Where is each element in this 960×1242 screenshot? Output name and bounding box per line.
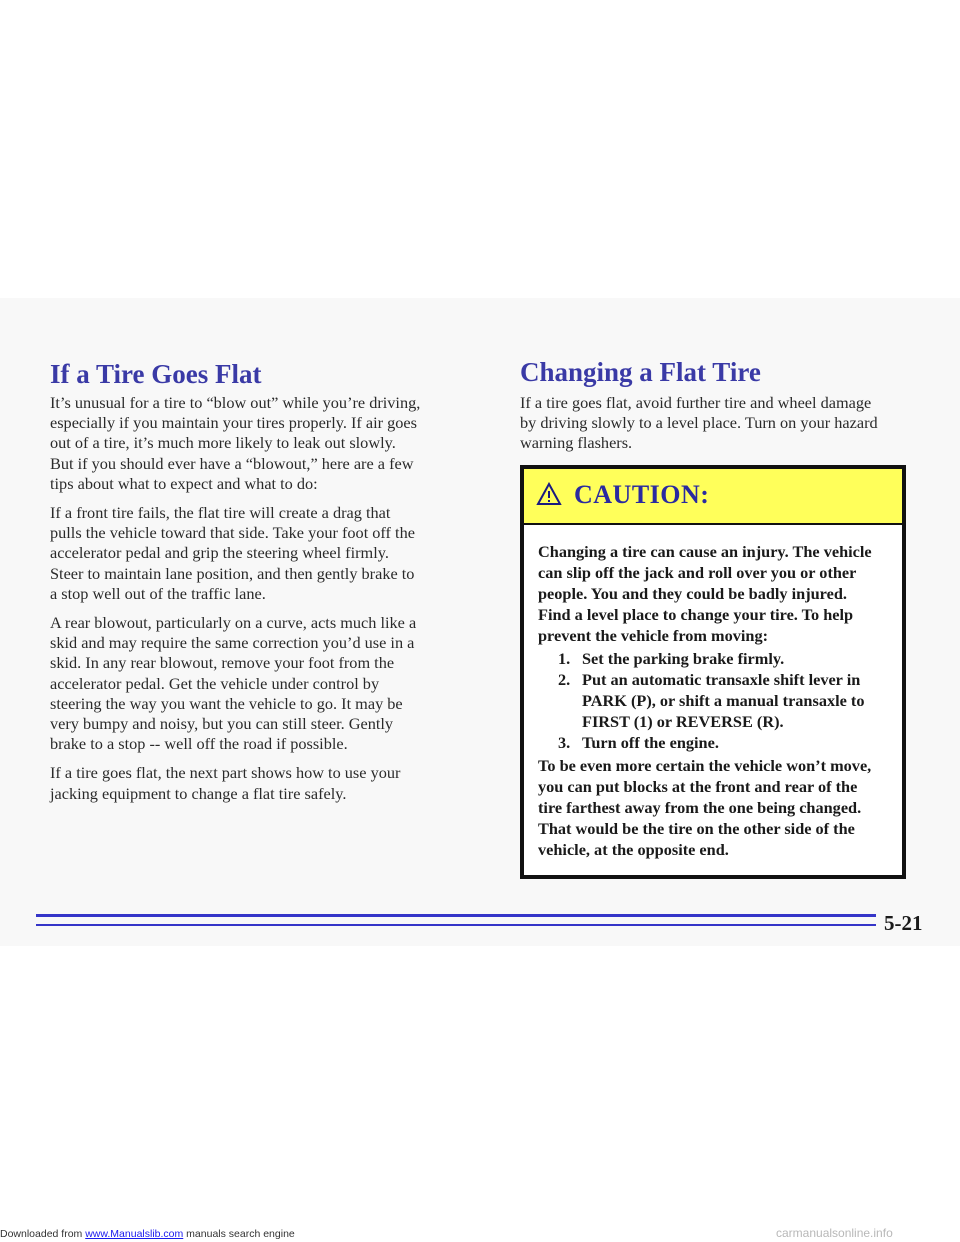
text-line: brake to a stop -- well off the road if possible.: [50, 734, 348, 754]
caution-steps-list: [538, 648, 892, 753]
paragraph: [50, 613, 420, 754]
text-line: accelerator pedal. Get the vehicle under control by: [50, 673, 380, 693]
section-heading-changing-tire: Changing a Flat Tire: [520, 357, 761, 387]
text-line: FIRST (1) or REVERSE (R).: [582, 712, 784, 731]
text-line: Find a level place to change your tire. To help: [538, 605, 854, 624]
text-line: people. You and they could be badly injured.: [538, 584, 847, 603]
text-line: out of a tire, it’s much more likely to leak out slowly.: [50, 433, 396, 453]
paragraph: [50, 503, 420, 604]
right-column-text: [520, 393, 878, 463]
text-line: If a tire goes flat, the next part shows how to use your: [50, 763, 401, 783]
text-line: A rear blowout, particularly on a curve, acts much like a: [50, 613, 417, 633]
text-line: PARK (P), or shift a manual transaxle to: [582, 691, 865, 710]
text-line: vehicle, at the opposite end.: [538, 840, 729, 859]
caution-box: [520, 465, 906, 879]
text-line: If a tire goes flat, avoid further tire and wheel damage: [520, 393, 872, 412]
text-line: tire farthest away from the one being changed.: [538, 798, 862, 817]
text-line: a stop well out of the traffic lane.: [50, 583, 266, 603]
text-line: Turn off the engine.: [582, 733, 719, 752]
text-line: especially if you maintain your tires properly. If air goes: [50, 413, 417, 433]
left-column-text: [50, 393, 420, 813]
text-line: If a front tire fails, the flat tire will create a drag that: [50, 503, 391, 523]
text-line: Set the parking brake firmly.: [582, 649, 785, 668]
text-line: Put an automatic transaxle shift lever in: [582, 670, 861, 689]
text-line: steering the way you want the vehicle to go. It may be: [50, 693, 403, 713]
footer-prefix: Downloaded from: [0, 1228, 86, 1240]
list-item: [538, 669, 892, 732]
text-line: tips about what to expect and what to do:: [50, 473, 318, 493]
text-line: But if you should ever have a “blowout,” here are a few: [50, 453, 414, 473]
text-line: warning flashers.: [520, 433, 633, 453]
text-line: skid. In any rear blowout, remove your foot from the: [50, 653, 395, 673]
text-line: skid and may require the same correction you’d use in a: [50, 633, 415, 653]
text-line: by driving slowly to a level place. Turn on your hazard: [520, 413, 878, 433]
caution-header: [524, 469, 902, 525]
footer-rule-thin: [36, 924, 876, 926]
section-heading-tire-flat: If a Tire Goes Flat: [50, 359, 262, 389]
text-line: you can put blocks at the front and rear of the: [538, 777, 858, 796]
caution-body: [538, 541, 892, 860]
step-number: 3.: [558, 733, 571, 752]
text-line: To be even more certain the vehicle won’t move,: [538, 756, 872, 775]
page-number: 5-21: [884, 911, 923, 935]
text-line: jacking equipment to change a flat tire safely.: [50, 783, 347, 803]
manualslib-link[interactable]: www.Manualslib.com: [85, 1228, 184, 1240]
watermark: carmanualsonline.info: [776, 1226, 893, 1240]
text-line: can slip off the jack and roll over you or other: [538, 563, 857, 582]
text-line: It’s unusual for a tire to “blow out” while you’re driving,: [50, 393, 421, 412]
list-item: [538, 648, 892, 669]
text-line: pulls the vehicle toward that side. Take your foot off the: [50, 523, 415, 543]
text-line: very bumpy and noisy, but you can still steer. Gently: [50, 714, 394, 734]
paragraph: [50, 763, 420, 803]
text-line: That would be the tire on the other side of the: [538, 819, 855, 838]
step-number: 1.: [558, 649, 571, 668]
footer-suffix: manuals search engine: [183, 1228, 295, 1240]
caution-title: CAUTION:: [574, 480, 710, 509]
paragraph: [520, 393, 878, 454]
list-item: [538, 732, 892, 753]
text-line: accelerator pedal and grip the steering wheel firmly.: [50, 543, 389, 563]
paragraph: [50, 393, 420, 494]
download-footer: [0, 1228, 295, 1240]
footer-rule-thick: [36, 914, 876, 917]
step-number: 2.: [558, 670, 571, 689]
text-line: Steer to maintain lane position, and then gently brake to: [50, 563, 415, 583]
text-line: prevent the vehicle from moving:: [538, 626, 769, 645]
text-line: Changing a tire can cause an injury. The vehicle: [538, 542, 872, 561]
warning-triangle-icon: [536, 482, 562, 506]
